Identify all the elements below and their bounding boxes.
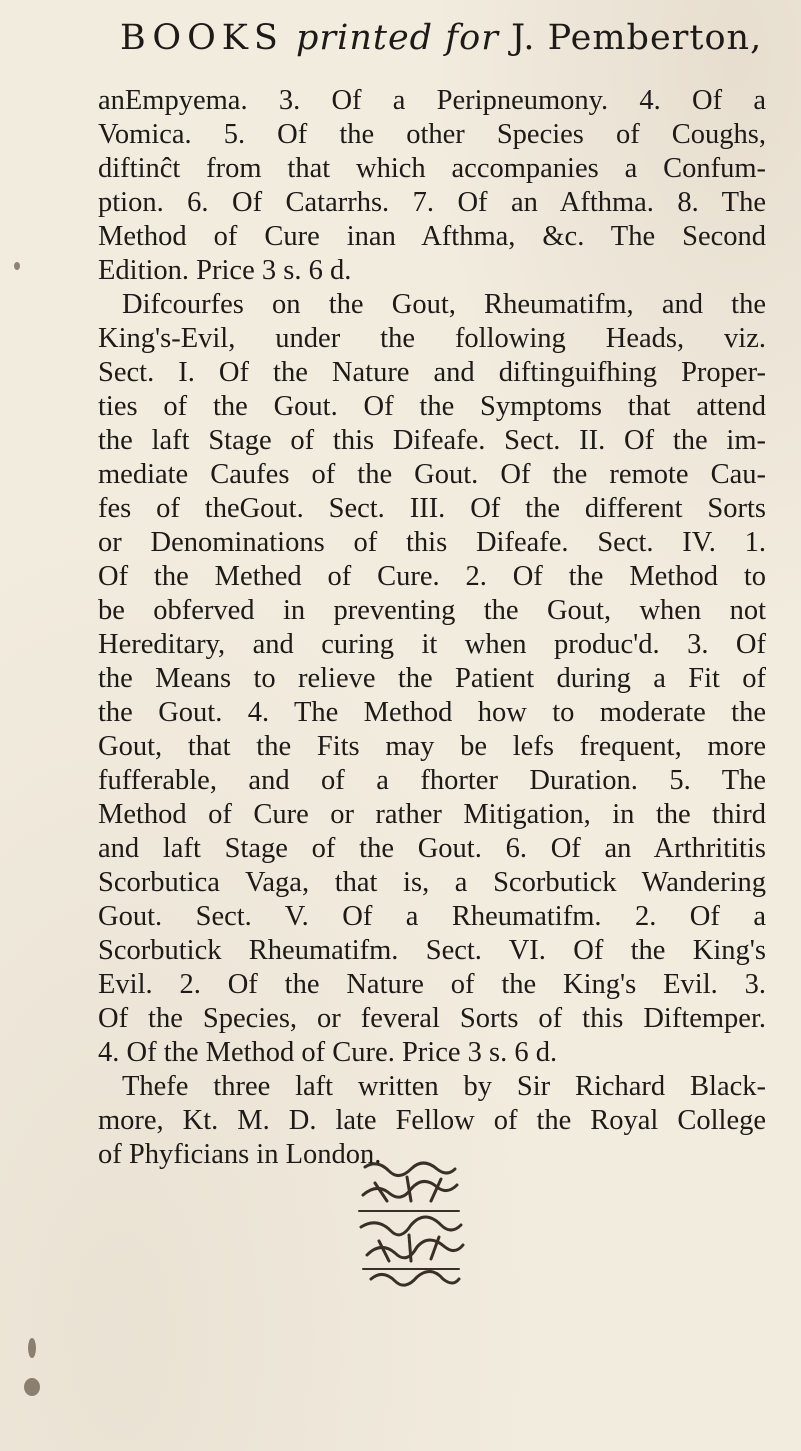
text-line: King's-Evil, under the following Heads, viz. — [98, 323, 766, 354]
text-line: or Denominations of this Difeafe. Sect. IV. 1. — [98, 527, 766, 558]
text-line: Sect. I. Of the Nature and diftinguifhing Proper- — [98, 357, 766, 388]
text-line: Evil. 2. Of the Nature of the King's Evil. 3. — [98, 969, 766, 1000]
text-line: Scorbutica Vaga, that is, a Scorbutick Wandering — [98, 867, 766, 898]
text-line: mediate Caufes of the Gout. Of the remote Cau- — [98, 459, 766, 490]
text-line: Method of Cure or rather Mitigation, in the third — [98, 799, 766, 830]
running-head-name: J. Pemberton, — [511, 18, 763, 58]
printers-flower-ornament-icon — [345, 1155, 475, 1300]
text-line: be obferved in preventing the Gout, when not — [98, 595, 766, 626]
text-line: ties of the Gout. Of the Symptoms that attend — [98, 391, 766, 422]
text-line: the Means to relieve the Patient during a Fit of — [98, 663, 766, 694]
running-head-printed-for: printed for — [296, 18, 499, 58]
running-head-books: BOOKS — [120, 18, 284, 58]
text-line: Method of Cure inan Afthma, &c. The Second — [98, 221, 766, 252]
ink-stain — [28, 1338, 36, 1358]
text-line: Of the Methed of Cure. 2. Of the Method to — [98, 561, 766, 592]
text-line: the Gout. 4. The Method how to moderate the — [98, 697, 766, 728]
text-line: fes of theGout. Sect. III. Of the different Sorts — [98, 493, 766, 524]
text-line: 4. Of the Method of Cure. Price 3 s. 6 d. — [98, 1037, 558, 1068]
text-line: Gout. Sect. V. Of a Rheumatifm. 2. Of a — [98, 901, 766, 932]
text-line: Gout, that the Fits may be lefs frequent, more — [98, 731, 766, 762]
text-line: anEmpyema. 3. Of a Peripneumony. 4. Of a — [98, 85, 766, 116]
running-head — [120, 18, 763, 58]
text-line: Edition. Price 3 s. 6 d. — [98, 255, 352, 286]
text-line: diftinĉt from that which accompanies a Confum- — [98, 153, 766, 184]
text-line: Thefe three laft written by Sir Richard Black- — [122, 1071, 766, 1102]
text-line: the laft Stage of this Difeafe. Sect. II. Of the im- — [98, 425, 766, 456]
text-line: Vomica. 5. Of the other Species of Coughs, — [98, 119, 766, 150]
advertisement-text — [98, 84, 766, 1172]
text-line: and laft Stage of the Gout. 6. Of an Arthrititis — [98, 833, 766, 864]
text-line: Scorbutick Rheumatifm. Sect. VI. Of the King's — [98, 935, 766, 966]
text-line: Difcourfes on the Gout, Rheumatifm, and the — [122, 289, 766, 320]
text-line: ption. 6. Of Catarrhs. 7. Of an Afthma. 8. The — [98, 187, 766, 218]
text-line: fufferable, and of a fhorter Duration. 5. The — [98, 765, 766, 796]
ink-stain — [14, 262, 20, 270]
text-line: of Phyficians in London. — [98, 1139, 382, 1170]
text-line: Hereditary, and curing it when produc'd. 3. Of — [98, 629, 766, 660]
text-line: more, Kt. M. D. late Fellow of the Royal College — [98, 1105, 766, 1136]
text-line: Of the Species, or feveral Sorts of this Diftemper. — [98, 1003, 766, 1034]
ink-stain — [24, 1378, 40, 1396]
